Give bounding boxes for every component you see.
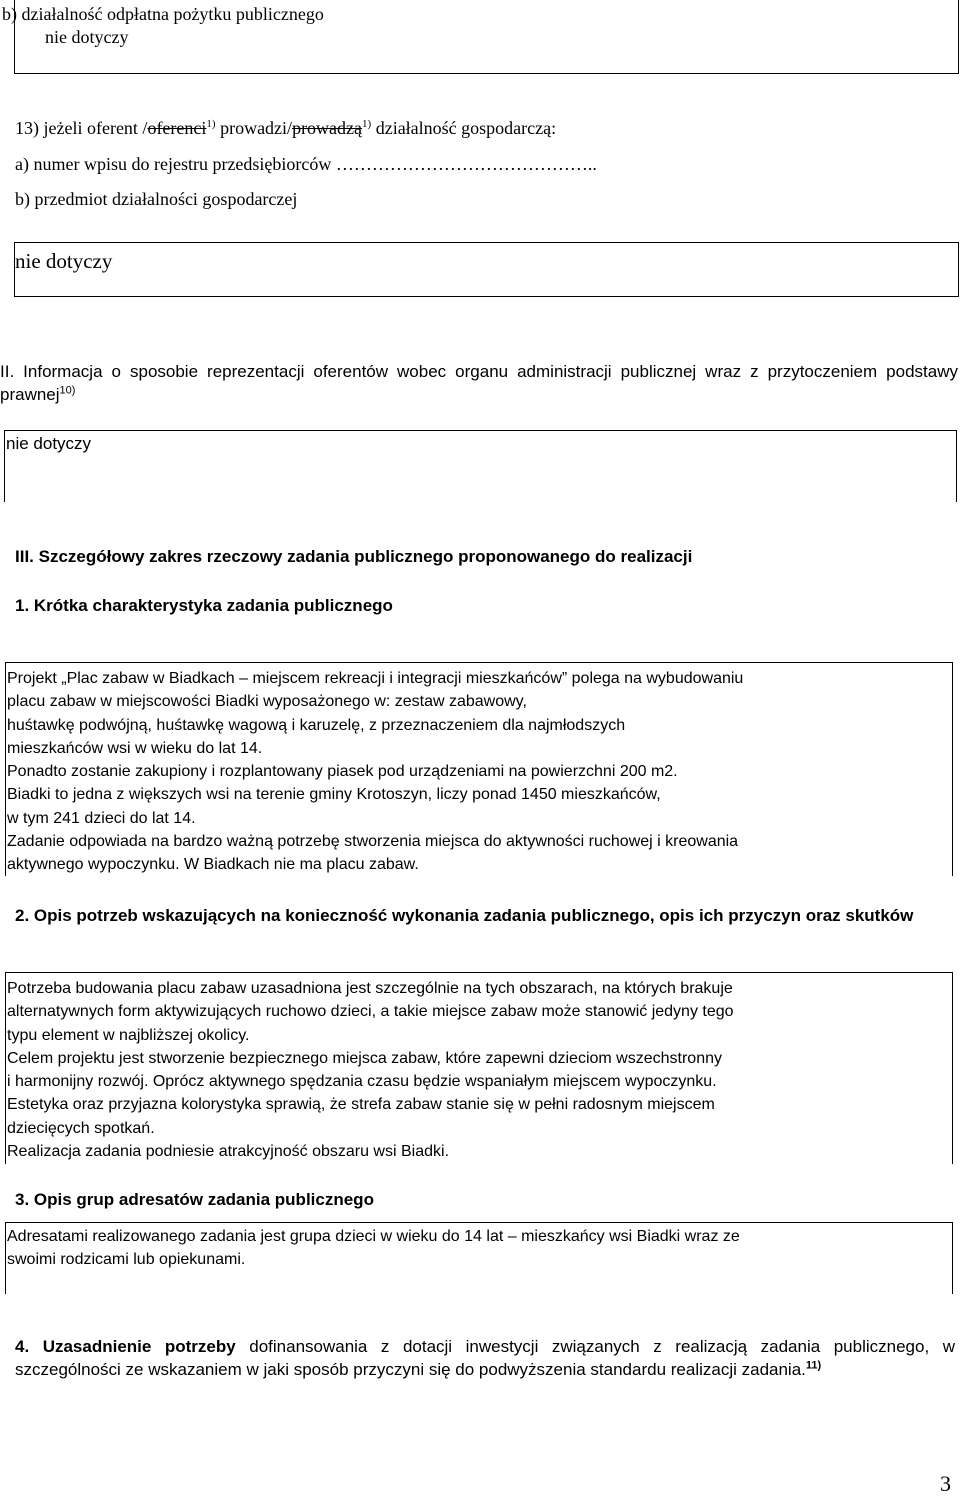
footnote-1b: 1): [362, 118, 372, 130]
subsection-4-heading: 4. Uzasadnienie potrzeby: [15, 1337, 236, 1356]
subsection-1-heading: 1. Krótka charakterystyka zadania publicznego: [15, 596, 393, 615]
item-13-line: [15, 117, 556, 140]
section-3-heading: III. Szczegółowy zakres rzeczowy zadania publicznego proponowanego do realizacji: [15, 547, 693, 566]
footnote-11: 11): [805, 1359, 822, 1372]
task-line: aktywnego wypoczynku. W Biadkach nie ma placu zabaw.: [7, 856, 419, 874]
item-13-prefix: 13) jeżeli oferent /: [15, 118, 148, 138]
task-line: placu zabaw w miejscowości Biadki wyposażonego w: zestaw zabawowy,: [7, 693, 527, 711]
item-13-a: a) numer wpisu do rejestru przedsiębiorców ……………………………………..: [15, 154, 597, 174]
activity-line-2: nie dotyczy: [45, 27, 129, 47]
item-13-prowadza: prowadzą: [292, 118, 363, 138]
activity-line-1: b) działalność odpłatna pożytku publicznego: [2, 4, 324, 24]
recipients-line: Adresatami realizowanego zadania jest grupa dzieci w wieku do 14 lat – mieszkańcy wsi Biadki wraz ze: [7, 1228, 740, 1245]
task-line: w tym 241 dzieci do lat 14.: [7, 809, 196, 827]
subsection-4-text: dofinansowania z dotacji inwestycji związanych z realizacją zadania publicznego, w szczególności ze wskazaniem w jaki sposób przyczyni się do podwyższenia standardu realizacji zadania.: [15, 1337, 955, 1379]
recipients-box: [5, 1222, 953, 1294]
item-13-mid: prowadzi/: [215, 118, 293, 138]
business-box-text: nie dotyczy: [15, 249, 113, 273]
task-description-box: [5, 662, 953, 876]
needs-line: Estetyka oraz przyjazna kolorystyka sprawią, że strefa zabaw stanie się w pełni radosnym miejscem: [7, 1096, 715, 1114]
representation-box: [4, 430, 957, 502]
needs-line: Realizacja zadania podniesie atrakcyjność obszaru wsi Biadki.: [7, 1143, 450, 1161]
footnote-1a: 1): [206, 118, 216, 130]
task-line: Zadanie odpowiada na bardzo ważną potrzebę stworzenia miejsca do aktywności ruchowej i kreowania: [7, 833, 739, 851]
page-number: 3: [940, 1471, 951, 1496]
needs-line: Potrzeba budowania placu zabaw uzasadniona jest szczególnie na tych obszarach, na których brakuje: [7, 980, 733, 997]
needs-line: dziecięcych spotkań.: [7, 1119, 155, 1137]
section-2-heading: [0, 360, 958, 406]
recipients-line: swoimi rodzicami lub opiekunami.: [7, 1251, 246, 1269]
needs-line: alternatywnych form aktywizujących ruchowo dzieci, a takie miejsce zabaw może stanowić jedyny tego: [7, 1003, 734, 1021]
subsection-2-heading: 2. Opis potrzeb wskazujących na konieczność wykonania zadania publicznego, opis ich przyczyn oraz skutków: [15, 906, 914, 925]
subsection-3-heading: 3. Opis grup adresatów zadania publicznego: [15, 1190, 374, 1209]
needs-box: [5, 972, 953, 1164]
item-13-suffix: działalność gospodarczą:: [371, 118, 557, 138]
recipients-lines: [7, 1225, 951, 1272]
item-13-oferenci: oferenci: [147, 118, 207, 138]
section-2-heading-text: II. Informacja o sposobie reprezentacji oferentów wobec organu administracji publicznej wraz z przytoczeniem podstawy prawnej: [0, 362, 958, 404]
task-line: Ponadto zostanie zakupiony i rozplantowany piasek pod urządzeniami na powierzchni 200 m2.: [7, 763, 678, 781]
task-line: Biadki to jedna z większych wsi na terenie gminy Krotoszyn, liczy ponad 1450 mieszkańców,: [7, 786, 661, 804]
needs-line: i harmonijny rozwój. Oprócz aktywnego spędzania czasu będzie wspaniałym miejscem wypoczynku.: [7, 1073, 717, 1091]
representation-box-text: nie dotyczy: [6, 434, 92, 453]
business-box: [14, 242, 959, 297]
task-line: Projekt „Plac zabaw w Biadkach – miejscem rekreacji i integracji mieszkańców” polega na wybudowaniu: [7, 670, 744, 687]
footnote-10: 10): [59, 384, 76, 397]
activity-box: [2, 0, 959, 74]
item-13-b: b) przedmiot działalności gospodarczej: [15, 189, 298, 209]
needs-lines: [7, 977, 951, 1163]
task-line: huśtawkę podwójną, huśtawkę wagową i karuzelę, z przeznaczeniem dla najmłodszych: [7, 716, 626, 734]
needs-line: Celem projektu jest stworzenie bezpiecznego miejsca zabaw, które zapewni dzieciom wszechstronny: [7, 1049, 722, 1067]
needs-line: typu element w najbliższej okolicy.: [7, 1026, 250, 1044]
task-description-lines: [7, 667, 951, 877]
task-line: mieszkańców wsi w wieku do lat 14.: [7, 739, 263, 757]
subsection-4-paragraph: [15, 1335, 955, 1381]
